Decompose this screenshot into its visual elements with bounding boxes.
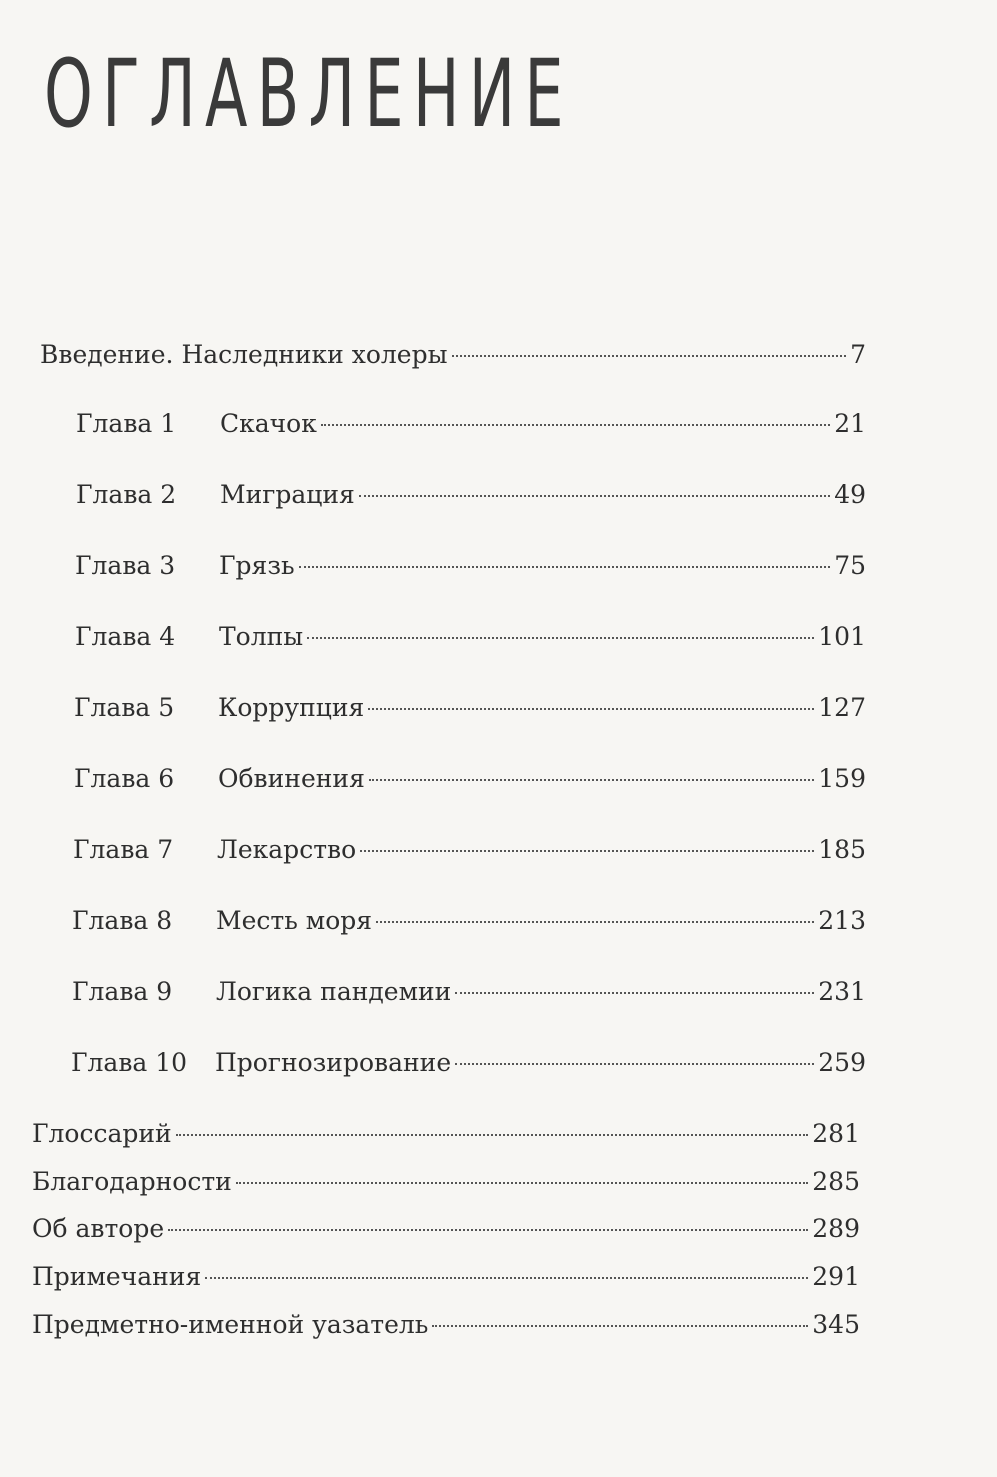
entry-title: Прогнозирование — [215, 1048, 452, 1077]
dot-leader — [360, 850, 814, 852]
page-number: 285 — [812, 1167, 860, 1196]
page-number: 231 — [818, 977, 866, 1006]
chapter-label: Глава 9 — [72, 977, 173, 1006]
chapter-label: Глава 2 — [76, 480, 177, 509]
dot-leader — [321, 424, 830, 426]
toc-entry-chapter — [74, 759, 866, 799]
dot-leader — [432, 1325, 808, 1327]
page-number: 7 — [850, 340, 866, 369]
entry-title: Благодарности — [32, 1167, 232, 1196]
page-number: 345 — [812, 1310, 860, 1339]
entry-title: Толпы — [219, 622, 304, 651]
dot-leader — [455, 992, 814, 994]
toc-entry-chapter — [71, 1043, 866, 1083]
toc-entry-chapter — [75, 617, 866, 657]
dot-leader — [168, 1229, 808, 1231]
entry-title: Примечания — [32, 1262, 202, 1291]
chapter-label: Глава 7 — [73, 835, 174, 864]
chapter-label: Глава 6 — [74, 764, 175, 793]
page-number: 21 — [834, 409, 866, 438]
page-number: 291 — [812, 1262, 860, 1291]
page-number: 75 — [834, 551, 866, 580]
toc-entry-chapter — [72, 901, 866, 941]
page-title: ОГЛАВЛЕНИЕ — [44, 40, 573, 149]
dot-leader — [299, 566, 831, 568]
page-number: 281 — [812, 1119, 860, 1148]
entry-title: Об авторе — [32, 1214, 165, 1243]
toc-entry-chapter — [73, 830, 866, 870]
page-number: 289 — [812, 1214, 860, 1243]
page-number: 127 — [818, 693, 866, 722]
entry-title: Глоссарий — [32, 1119, 172, 1148]
dot-leader — [236, 1182, 808, 1184]
chapter-label: Глава 4 — [75, 622, 176, 651]
entry-title: Миграция — [220, 480, 355, 509]
page-number: 185 — [818, 835, 866, 864]
toc-entry-back-matter — [32, 1209, 860, 1249]
toc-entry-intro — [40, 335, 866, 375]
toc-entry-back-matter — [32, 1114, 860, 1154]
page-number: 49 — [834, 480, 866, 509]
toc-entry-chapter — [75, 546, 866, 586]
entry-title: Обвинения — [218, 764, 365, 793]
chapter-label: Глава 1 — [76, 409, 177, 438]
toc-entry-back-matter — [32, 1305, 860, 1345]
dot-leader — [368, 708, 814, 710]
entry-title: Месть моря — [216, 906, 373, 935]
chapter-label: Глава 10 — [71, 1048, 188, 1077]
toc-entry-back-matter — [32, 1257, 860, 1297]
toc-entry-chapter — [76, 475, 866, 515]
dot-leader — [359, 495, 830, 497]
chapter-label: Глава 5 — [74, 693, 175, 722]
entry-title: Коррупция — [218, 693, 365, 722]
entry-title: Логика пандемии — [216, 977, 452, 1006]
chapter-label: Глава 8 — [72, 906, 173, 935]
dot-leader — [455, 1063, 814, 1065]
dot-leader — [205, 1277, 808, 1279]
dot-leader — [376, 921, 814, 923]
entry-title: Скачок — [220, 409, 317, 438]
entry-title: Лекарство — [217, 835, 357, 864]
chapter-label: Глава 3 — [75, 551, 176, 580]
toc-entry-chapter — [74, 688, 866, 728]
page-number: 101 — [818, 622, 866, 651]
dot-leader — [176, 1134, 809, 1136]
dot-leader — [369, 779, 814, 781]
dot-leader — [307, 637, 814, 639]
entry-title: Введение. Наследники холеры — [40, 340, 448, 369]
toc-entry-back-matter — [32, 1162, 860, 1202]
entry-title: Грязь — [219, 551, 295, 580]
page-number: 213 — [818, 906, 866, 935]
dot-leader — [452, 355, 847, 357]
toc-entry-chapter — [72, 972, 866, 1012]
page-number: 259 — [818, 1048, 866, 1077]
toc-entry-chapter — [76, 404, 866, 444]
page-number: 159 — [818, 764, 866, 793]
entry-title: Предметно-именной уазатель — [32, 1310, 429, 1339]
